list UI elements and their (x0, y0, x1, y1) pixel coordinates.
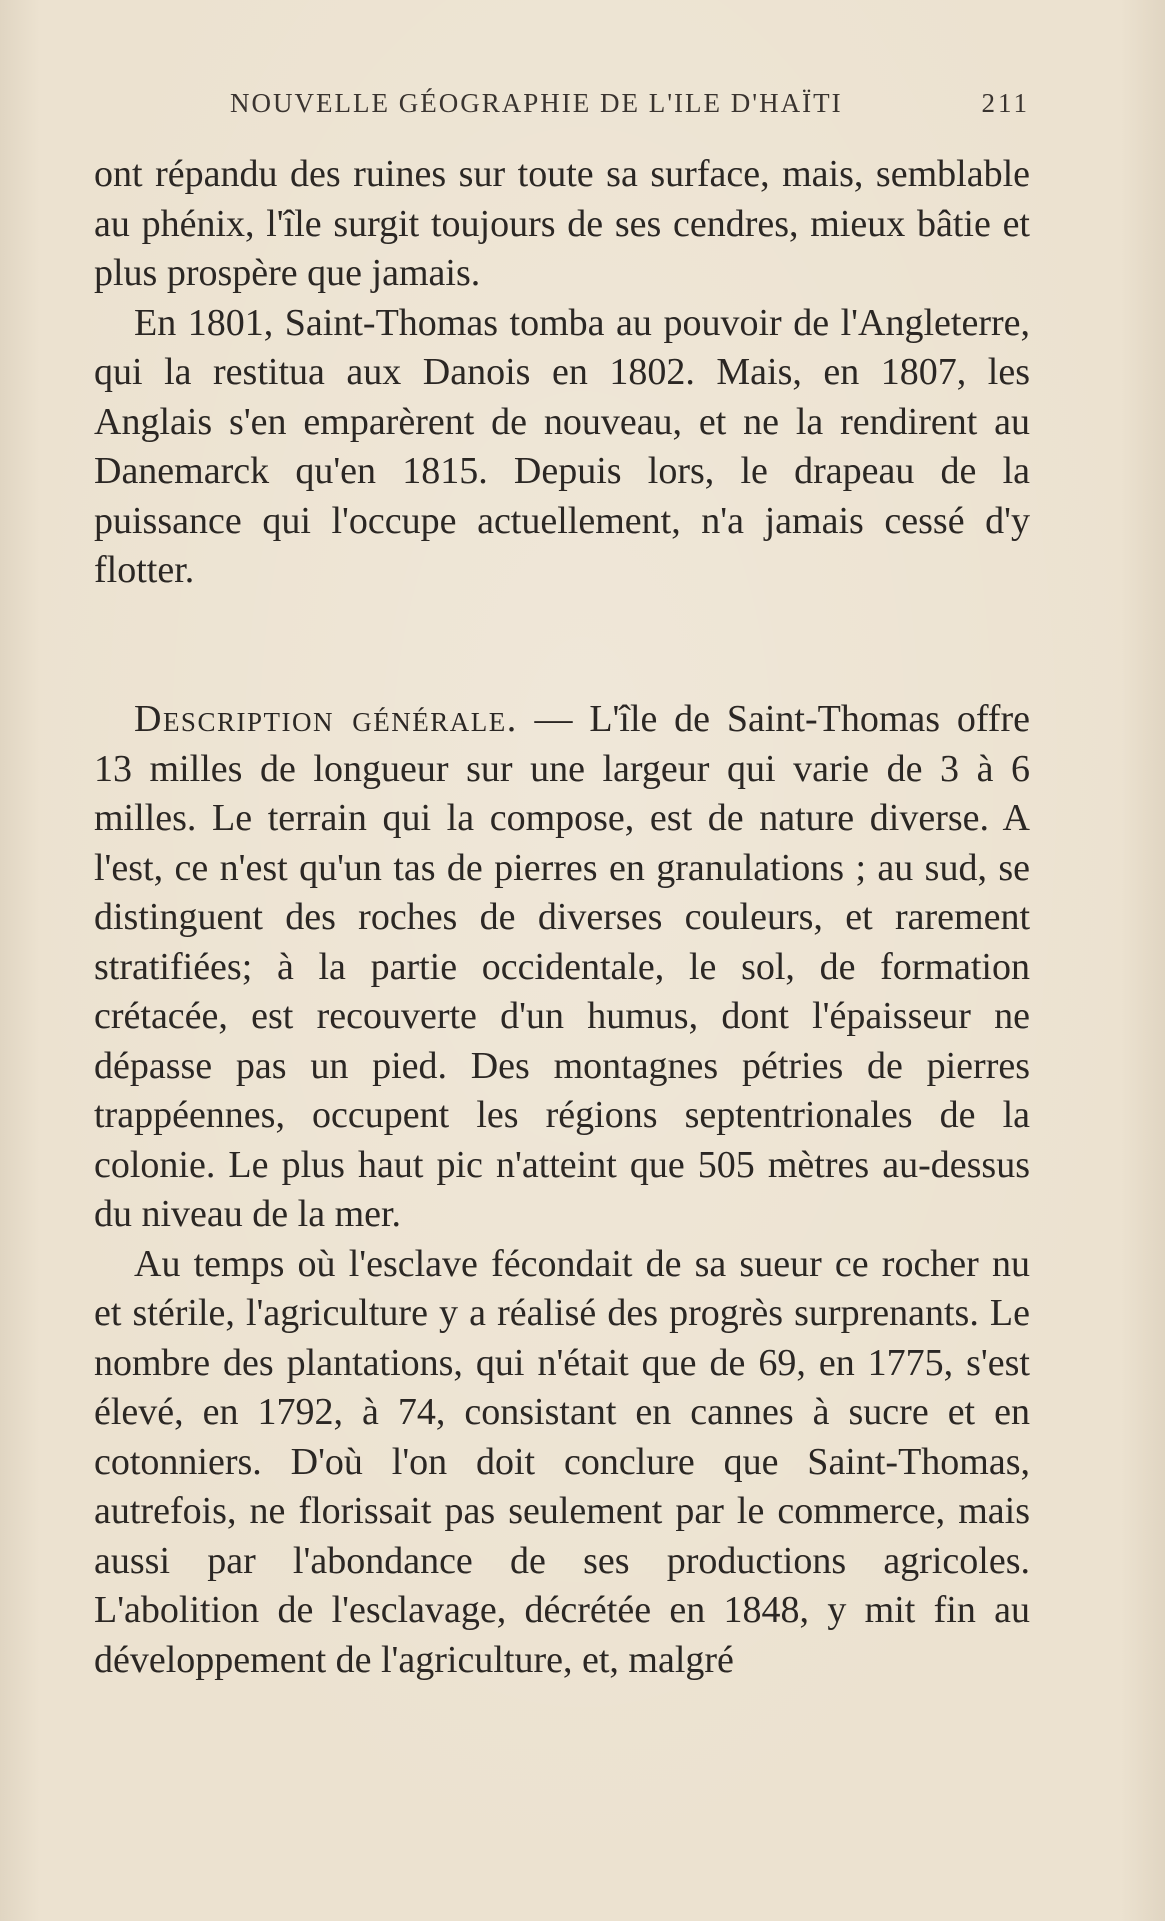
paragraph-agriculture: Au temps où l'esclave fécondait de sa sueur ce rocher nu et stérile, l'agriculture y a réalisé des progrès surprenants. Le nombre des plantations, qui n'était que de 69, en 1775, s'est élevé, en 1792, à 74, consistant en cannes à sucre et en cotonniers. D'où l'on doit conclure que Saint-Thomas, autrefois, ne florissait pas seulement par le commerce, mais aussi par l'abondance de ses productions agricoles. L'abolition de l'esclavage, décrétée en 1848, y mit fin au développement de l'agriculture, et, malgré (94, 1242, 1030, 1681)
paragraph-description-body: — L'île de Saint-Thomas offre 13 milles de longueur sur une largeur qui varie de 3 à 6 milles. Le terrain qui la compose, est de nature diverse. A l'est, ce n'est qu'un tas de pierres en granulations ; au sud, se distinguent des roches de diverses couleurs, et rarement stratifiées; à la partie occidentale, le sol, de formation crétacée, est recouverte d'un humus, dont l'épaisseur ne dépasse pas un pied. Des montagnes pétries de pierres trappéennes, occupent les régions septentrionales de la colonie. Le plus haut pic n'atteint que 505 mètres au-dessus du niveau de la mer. (94, 698, 1030, 1235)
text-block-history (94, 150, 1030, 596)
running-head (95, 88, 1030, 128)
running-title: NOUVELLE GÉOGRAPHIE DE L'ILE D'HAÏTI (230, 88, 843, 118)
paragraph-continuation: ont répandu des ruines sur toute sa surface, mais, semblable au phénix, l'île surgit toujours de ses cendres, mieux bâtie et plus prospère que jamais. (94, 153, 1030, 294)
paragraph-history: En 1801, Saint-Thomas tomba au pouvoir de l'Angleterre, qui la restitua aux Danois en 1802. Mais, en 1807, les Anglais s'en emparèrent de nouveau, et ne la rendirent au Danemarck qu'en 1815. Depuis lors, le drapeau de la puissance qui l'occupe actuellement, n'a jamais cessé d'y flotter. (94, 301, 1030, 591)
text-block-description (94, 695, 1030, 1685)
page-number: 211 (981, 88, 1030, 118)
section-heading: Description générale. (134, 698, 518, 740)
paragraph-description (94, 695, 1030, 1240)
